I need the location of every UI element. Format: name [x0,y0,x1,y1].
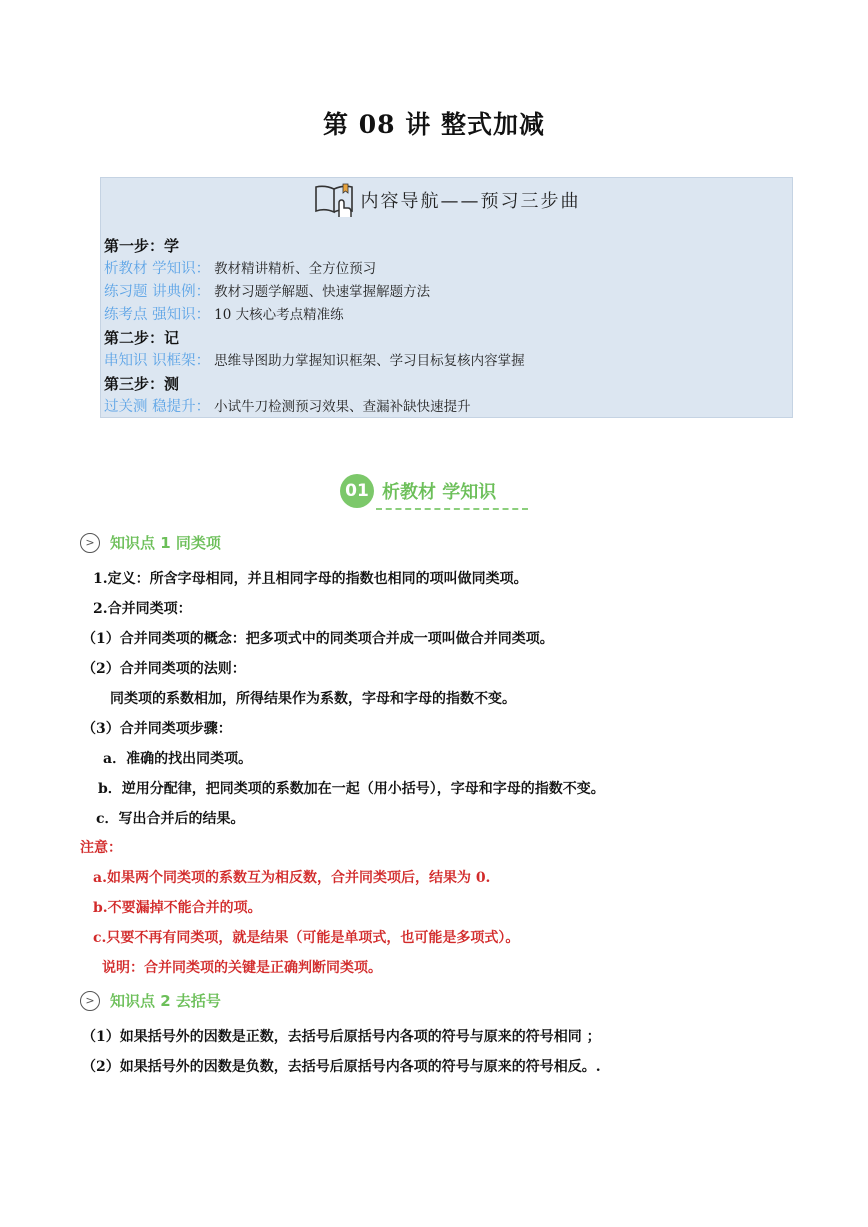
nav-header-text: 内容导航——预习三步曲 [360,191,581,212]
nav-item-desc: 教材精讲精析、全方位预习 [214,261,377,277]
nav-item-label: 过关测 稳提升： [104,399,211,415]
content-line: （2）合并同类项的法则： [82,661,246,677]
nav-item-label: 练考点 强知识： [104,307,211,323]
nav-item-label: 练习题 讲典例： [104,284,211,300]
content-line: 1.定义：所含字母相同，并且相同字母的指数也相同的项叫做同类项。 [93,571,528,587]
nav-item-desc: 教材习题学解题、快速掌握解题方法 [214,284,431,300]
section-underline [376,508,528,510]
page-title: 第 08 讲 整式加减 [323,110,545,139]
nav-item [104,304,525,327]
nav-lines [104,235,525,419]
knowledge-point-title: 知识点 1 同类项 [110,534,221,552]
knowledge-point-1-heading [80,532,221,553]
nav-item-label: 串知识 识框架： [104,353,211,369]
note-line: 说明：合并同类项的关键是正确判断同类项。 [102,960,382,976]
section-number-badge: 01 [340,474,374,508]
nav-item-desc: 小试牛刀检测预习效果、查漏补缺快速提升 [214,399,471,415]
content-line: b．逆用分配律，把同类项的系数加在一起（用小括号），字母和字母的指数不变。 [98,781,605,797]
step2-title: 第二步：记 [104,329,180,347]
nav-item-label: 析教材 学知识： [104,261,211,277]
note-line: b.不要漏掉不能合并的项。 [93,900,262,916]
content-line: （1）合并同类项的概念：把多项式中的同类项合并成一项叫做合并同类项。 [82,631,554,647]
content-navigation-box [100,177,793,418]
content-line: a．准确的找出同类项。 [103,751,253,767]
nav-header [101,180,792,220]
step3-title: 第三步：测 [104,375,180,393]
nav-item [104,396,525,419]
knowledge-point-title: 知识点 2 去括号 [110,992,221,1010]
content-line: （3）合并同类项步骤： [82,721,232,737]
nav-item [104,350,525,373]
nav-item [104,258,525,281]
content-line: （2）如果括号外的因数是负数，去括号后原括号内各项的符号与原来的符号相反。. [82,1059,601,1075]
chevron-right-circle-icon: > [80,991,100,1011]
nav-item [104,281,525,304]
content-line: c．写出合并后的结果。 [96,811,245,827]
content-line: （1）如果括号外的因数是正数，去括号后原括号内各项的符号与原来的符号相同 ； [82,1029,601,1045]
section-badge [340,474,496,508]
content-line: 同类项的系数相加，所得结果作为系数，字母和字母的指数不变。 [110,691,516,707]
content-line: 2.合并同类项： [93,601,192,617]
note-line: a.如果两个同类项的系数互为相反数，合并同类项后，结果为 0. [93,870,491,886]
nav-item-desc: 10 大核心考点精准练 [214,307,344,323]
section-label: 析教材 学知识 [382,482,497,503]
note-line: c.只要不再有同类项，就是结果（可能是单项式，也可能是多项式）。 [93,930,520,946]
chevron-right-circle-icon: > [80,533,100,553]
step1-title: 第一步：学 [104,237,180,255]
knowledge-point-2-heading [80,990,221,1011]
book-hand-icon [313,181,357,219]
nav-item-desc: 思维导图助力掌握知识框架、学习目标复核内容掌握 [214,353,525,369]
note-label: 注意： [80,840,122,856]
